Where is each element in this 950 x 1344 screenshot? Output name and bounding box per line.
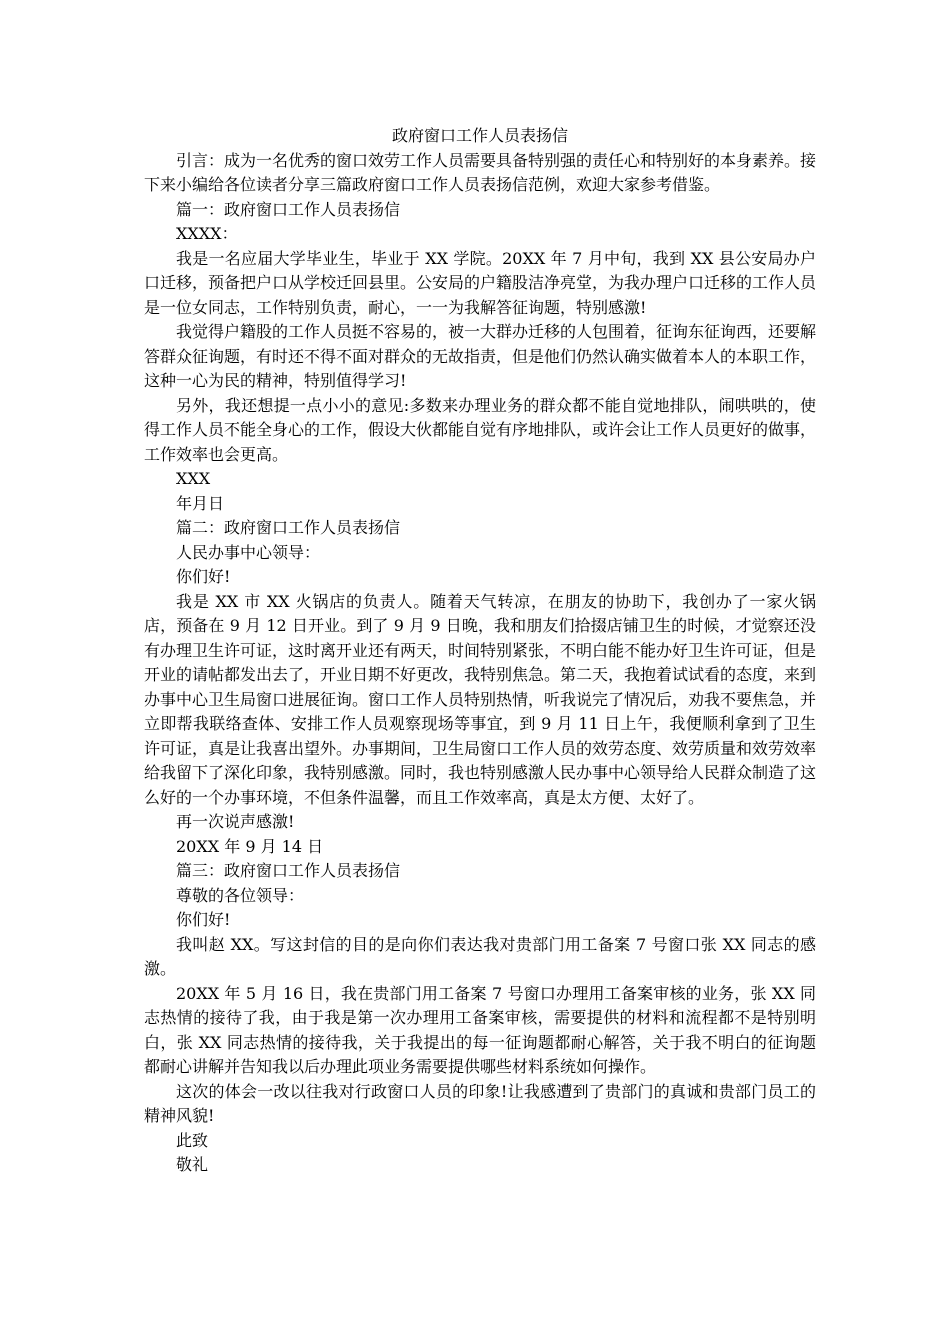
section-heading-3: 篇三：政府窗口工作人员表扬信 <box>176 861 401 880</box>
intro-paragraph: 引言：成为一名优秀的窗口效劳工作人员需要具备特别强的责任心和特别好的本身素养。接下来小编给各位读者分享三篇政府窗口工作人员表扬信范例，欢迎大家参考借鉴。 <box>144 150 817 194</box>
body-paragraph: 20XX 年 5 月 16 日，我在贵部门用工备案 7 号窗口办理用工备案审核的业务，张 XX 同志热情的接待了我，由于我是第一次办理用工备案审核，需要提供的材料和流程都不是特别明白，张 XX 同志热情的接待我，关于我提出的每一征询题都耐心解答，关于我不明白的征询题都耐心讲解并告知我以后办理此项业务需要提供哪些材料系统如何操作。 <box>144 983 816 1076</box>
section-heading-1: 篇一：政府窗口工作人员表扬信 <box>176 199 401 219</box>
body-paragraph: 另外，我还想提一点小小的意见:多数来办理业务的群众都不能自觉地排队，闹哄哄的，使得工作人员不能全身心的工作，假设大伙都能自觉有序地排队，或许会让工作人员更好的做事，工作效率也会更高。 <box>144 395 817 464</box>
closing-thanks: 再一次说声感激! <box>176 812 295 831</box>
salutation-1: XXXX： <box>176 224 238 243</box>
date-2: 20XX 年 9 月 14 日 <box>176 836 324 856</box>
salutation-2: 人民办事中心领导： <box>176 542 321 562</box>
body-paragraph: 我叫赵 XX。写这封信的目的是向你们表达我对贵部门用工备案 7 号窗口张 XX 同志的感激。 <box>144 934 816 978</box>
greeting-2: 你们好! <box>176 567 231 586</box>
signature-1: XXX <box>176 469 211 488</box>
closing-ci-zhi: 此致 <box>176 1130 209 1150</box>
section-heading-2: 篇二：政府窗口工作人员表扬信 <box>176 518 401 537</box>
document-title: 政府窗口工作人员表扬信 <box>391 126 568 145</box>
salutation-3: 尊敬的各位领导： <box>176 885 305 905</box>
body-paragraph: 我是 XX 市 XX 火锅店的负责人。随着天气转凉，在朋友的协助下，我创办了一家火锅店，预备在 9 月 12 日开业。到了 9 月 9 日晚，我和朋友们拾掇店铺卫生的时候，才觉察还没有办理卫生许可证，这时离开业还有两天，时间特别紧张，不明白能不能办好卫生许可证，但是开业的请帖都发出去了，开业日期不好更改，我特别焦急。第二天，我抱着试试看的态度，来到办事中心卫生局窗口进展征询。窗口工作人员特别热情，听我说完了情况后，劝我不要焦急，并立即帮我联络查体、安排工作人员观察现场等事宜，到 9 月 11 日上午，我便顺利拿到了卫生许可证，真是让我喜出望外。办事期间，卫生局窗口工作人员的效劳态度、效劳质量和效劳效率给我留下了深化印象，我特别感激。同时，我也特别感激人民办事中心领导给人民群众制造了这么好的一个办事环境，不但条件温馨，而且工作效率高，真是太方便、太好了。 <box>144 591 817 807</box>
closing-jing-li: 敬礼 <box>176 1155 209 1174</box>
date-1: 年月日 <box>176 493 225 513</box>
greeting-3: 你们好! <box>176 910 231 929</box>
document-page <box>144 124 816 1178</box>
body-paragraph: 我觉得户籍股的工作人员挺不容易的，被一大群办迁移的人包围着，征询东征询西，还要解答群众征询题，有时还不得不面对群众的无故指责，但是他们仍然认确实做着本人的本职工作，这种一心为民的精神，特别值得学习! <box>144 322 817 390</box>
body-paragraph: 这次的体会一改以往我对行政窗口人员的印象!让我感遭到了贵部门的真诚和贵部门员工的精神风貌! <box>144 1081 816 1125</box>
body-paragraph: 我是一名应届大学毕业生，毕业于 XX 学院。20XX 年 7 月中旬，我到 XX 县公安局办户口迁移，预备把户口从学校迁回县里。公安局的户籍股洁净亮堂，为我办理户口迁移的工作人员是一位女同志，工作特别负责，耐心，一一为我解答征询题，特别感激! <box>144 248 817 317</box>
